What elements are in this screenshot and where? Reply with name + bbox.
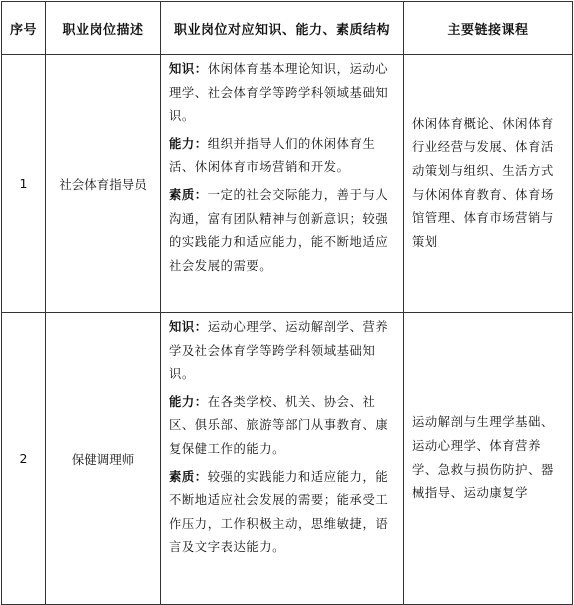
ability-block bbox=[169, 391, 397, 462]
ability-block bbox=[169, 133, 397, 180]
ability-label: 能力： bbox=[169, 394, 208, 409]
ability-text: 在各类学校、机关、协会、社区、俱乐部、旅游等部门从事教育、康复保健工作的能力。 bbox=[169, 394, 389, 456]
row-courses: 运动解剖与生理学基础、运动心理学、体育营养学、急救与损伤防护、器械指导、运动康复学 bbox=[404, 313, 573, 605]
ability-text: 组织并指导人们的休闲体育生活、休闲体育市场营销和开发。 bbox=[169, 136, 376, 175]
row-position: 保健调理师 bbox=[46, 313, 161, 605]
job-structure-table bbox=[1, 1, 573, 605]
row-structure bbox=[161, 55, 404, 313]
quality-text: 较强的实践能力和适应能力，能不断地适应社会发展的需要；能承受工作压力，工作积极主动，思维敏捷，语言及文字表达能力。 bbox=[169, 469, 389, 555]
row-position: 社会体育指导员 bbox=[46, 55, 161, 313]
quality-label: 素质： bbox=[169, 187, 208, 202]
knowledge-block bbox=[169, 316, 397, 387]
row-index: 2 bbox=[2, 313, 46, 605]
header-structure: 职业岗位对应知识、能力、素质结构 bbox=[161, 2, 404, 55]
quality-block bbox=[169, 466, 397, 560]
knowledge-label: 知识： bbox=[169, 62, 208, 76]
quality-label: 素质： bbox=[169, 469, 208, 484]
table-row bbox=[2, 55, 573, 313]
table-row bbox=[2, 313, 573, 605]
quality-block bbox=[169, 184, 397, 278]
row-courses: 休闲体育概论、休闲体育行业经营与发展、体育活动策划与组织、生活方式与休闲体育教育、体育场馆管理、体育市场营销与策划 bbox=[404, 55, 573, 313]
quality-text: 一定的社会交际能力，善于与人沟通，富有团队精神与创新意识；较强的实践能力和适应能力，能不断地适应社会发展的需要。 bbox=[169, 187, 389, 273]
row-index: 1 bbox=[2, 55, 46, 313]
knowledge-label: 知识： bbox=[169, 320, 208, 334]
row-structure bbox=[161, 313, 404, 605]
ability-label: 能力： bbox=[169, 136, 208, 151]
header-courses: 主要链接课程 bbox=[404, 2, 573, 55]
knowledge-text: 休闲体育基本理论知识，运动心理学、社会体育学等跨学科领域基础知识。 bbox=[169, 62, 389, 124]
knowledge-text: 运动心理学、运动解剖学、营养学及社会体育学等跨学科领域基础知识。 bbox=[169, 320, 389, 382]
table-header-row bbox=[2, 2, 573, 55]
header-index: 序号 bbox=[2, 2, 46, 55]
knowledge-block bbox=[169, 58, 397, 129]
header-position: 职业岗位描述 bbox=[46, 2, 161, 55]
